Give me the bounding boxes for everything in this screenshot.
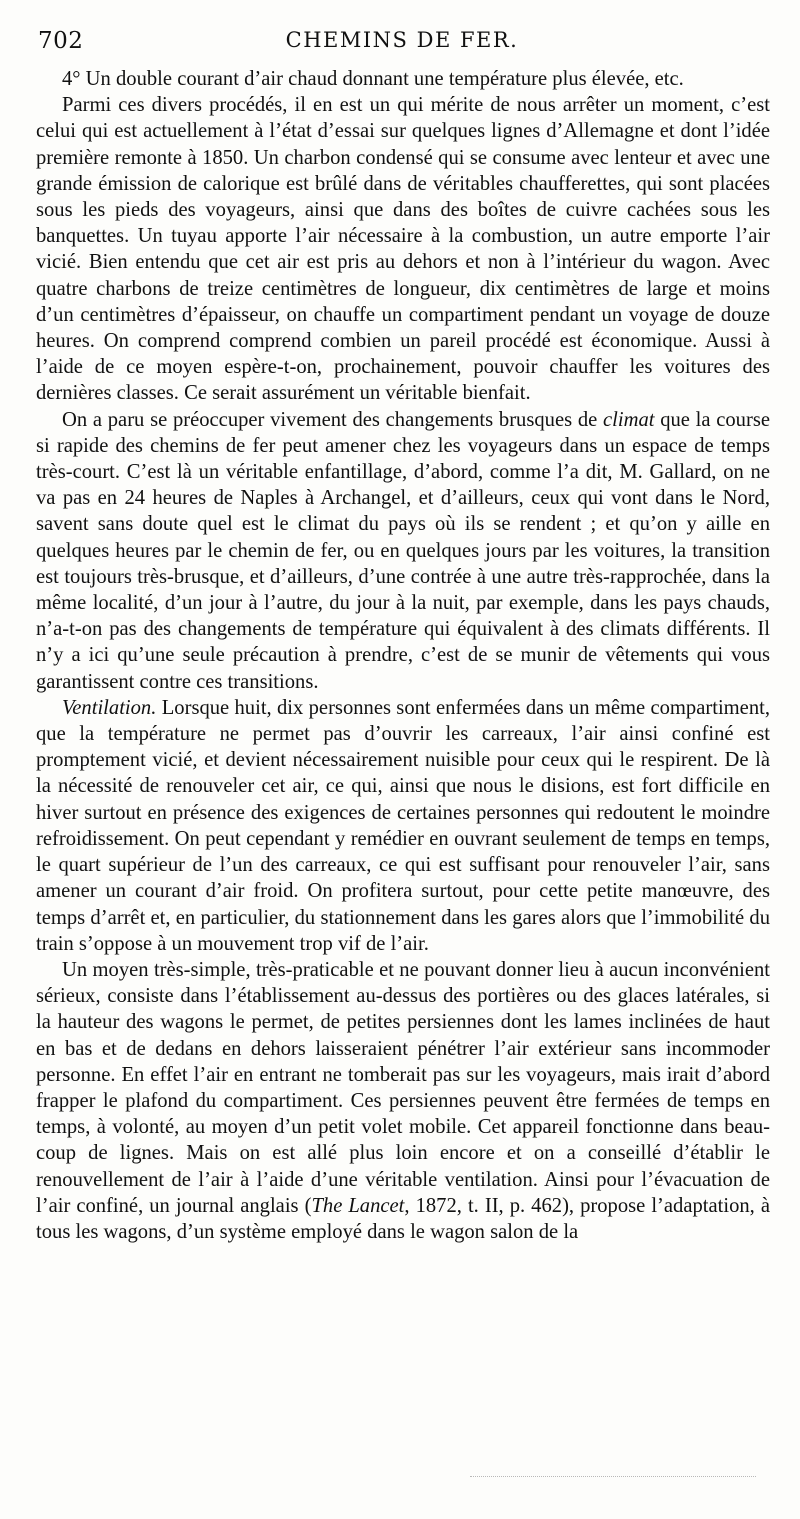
body-text bbox=[36, 66, 770, 1245]
paragraph-charcoal-heaters: Parmi ces divers procédés, il en est un qui mérite de nous arrêter un moment, c’est celui qui est actuellement à l’état d’essai sur quelques lignes d’Allemagne et dont l’idée première remonte à 1850. Un charbon condensé qui se consume avec lenteur et avec une grande émission de calorique est brûlé dans de véritables chaufferettes, qui sont placées sous les pieds des voyageurs, ainsi que dans des boîtes de cuivre cachées sous les banquettes. Un tuyau apporte l’air nécessaire à la combustion, un autre emporte l’air vicié. Bien entendu que cet air est pris au dehors et non à l’intérieur du wagon. Avec quatre charbons de treize centimètres de longueur, dix centimètres de large et moins d’un centimètres d’épaisseur, on chauffe un compartiment pendant un voyage de douze heures. On comprend comprend combien un pareil procédé est économique. Aussi à l’aide de ce moyen espère-t-on, prochainement, pouvoir chauffer les voitures des dernières classes. Ce serait assurément un véritable bienfait. bbox=[36, 94, 770, 405]
paragraph-ventilation-text: Lorsque huit, dix personnes sont enfermées dans un même compartiment, que la température ne permet pas d’ouvrir les carreaux, l’air ainsi confiné est promptement vicié, et devient nécessairement nuisible pour ceux qui le respirent. De là la nécessité de renouveler cet air, ce qui, ainsi que nous le disions, est fort difficile en hiver surtout en présence des exigences de certaines personnes qui redoutent le moindre refroidissement. On peut cependant y remédier en ouvrant seulement de temps en temps, le quart supérieur de l’un des carreaux, ce qui est suffisant pour renouveler l’air, sans amener un courant d’air froid. On profitera surtout, pour cette petite manœuvre, des temps d’arrêt et, en particulier, du stationnement dans les gares alors que l’immobilité du train s’oppose à un mouvement trop vif de l’air. bbox=[36, 696, 770, 955]
paragraph-louvres-text-after: , 1872, t. II, p. 462), propose l’adaptation, à tous les wagons, d’un système employé dans le wagon salon de la bbox=[36, 1194, 770, 1243]
paragraph-louvres-text-before: Un moyen très-simple, très-praticable et ne pouvant donner lieu à aucun inconvénient sérieux, consiste dans l’établissement au-dessus des portières ou des glaces latérales, si la hauteur des wagons le permet, de petites persiennes dont les lames inclinées de haut en bas et de dedans en dehors laisseraient pénétrer l’air extérieur sans incommoder personne. En effet l’air en entrant ne tomberait pas sur les voyageurs, mais irait d’abord frapper le plafond du compartiment. Ces persiennes peuvent être fermées de temps en temps, à volonté, au moyen d’un petit volet mobile. Cet appareil fonctionne dans beaucoup de lignes. Mais on est allé plus loin encore et on a conseillé d’établir le renouvellement de l’air à l’aide d’une véritable ventilation. Ainsi pour l’évacuation de l’air confiné, un journal anglais ( bbox=[36, 958, 770, 1217]
emphasis-climat: climat bbox=[603, 408, 655, 431]
paragraph-heating-method-4: 4° Un double courant d’air chaud donnant une température plus élevée, etc. bbox=[62, 68, 684, 90]
citation-the-lancet: The Lancet bbox=[311, 1194, 405, 1217]
paragraph-climate-text-before: On a paru se préoccuper vivement des changements brusques de bbox=[62, 408, 603, 431]
paragraph-climate-changes bbox=[36, 407, 770, 695]
running-title: CHEMINS DE FER. bbox=[285, 28, 519, 52]
section-heading-ventilation: Ventilation. bbox=[62, 696, 157, 719]
paragraph-ventilation bbox=[36, 695, 770, 957]
paragraph-louvres bbox=[36, 957, 770, 1245]
page-number: 702 bbox=[38, 28, 84, 54]
paragraph-climate-text-after: que la course si rapide des chemins de fer peut amener chez les voyageurs dans un espace de temps très-court. C’est là un véritable enfantillage, d’abord, comme l’a dit, M. Gallard, on ne va pas en 24 heures de Naples à Archangel, et d’ailleurs, ceux qui vont dans le Nord, savent sans doute quel est le climat du pays où ils se rendent ; et qu’on y aille en quelques heures par le chemin de fer, ou en quelques jours par les voitures, la transition est toujours très-brusque, et d’ailleurs, d’une contrée à une autre très-rapprochée, dans la même localité, d’un jour à l’autre, du jour à la nuit, par exemple, dans les pays chauds, n’a-t-on pas des changements de température qui équivalent à des climats différents. Il n’y a ici qu’une seule précaution à prendre, c’est de se munir de vêtements qui vous garantissent contre ces transitions. bbox=[36, 408, 770, 693]
footer-dotted-rule bbox=[470, 1476, 756, 1477]
running-head bbox=[38, 28, 766, 60]
